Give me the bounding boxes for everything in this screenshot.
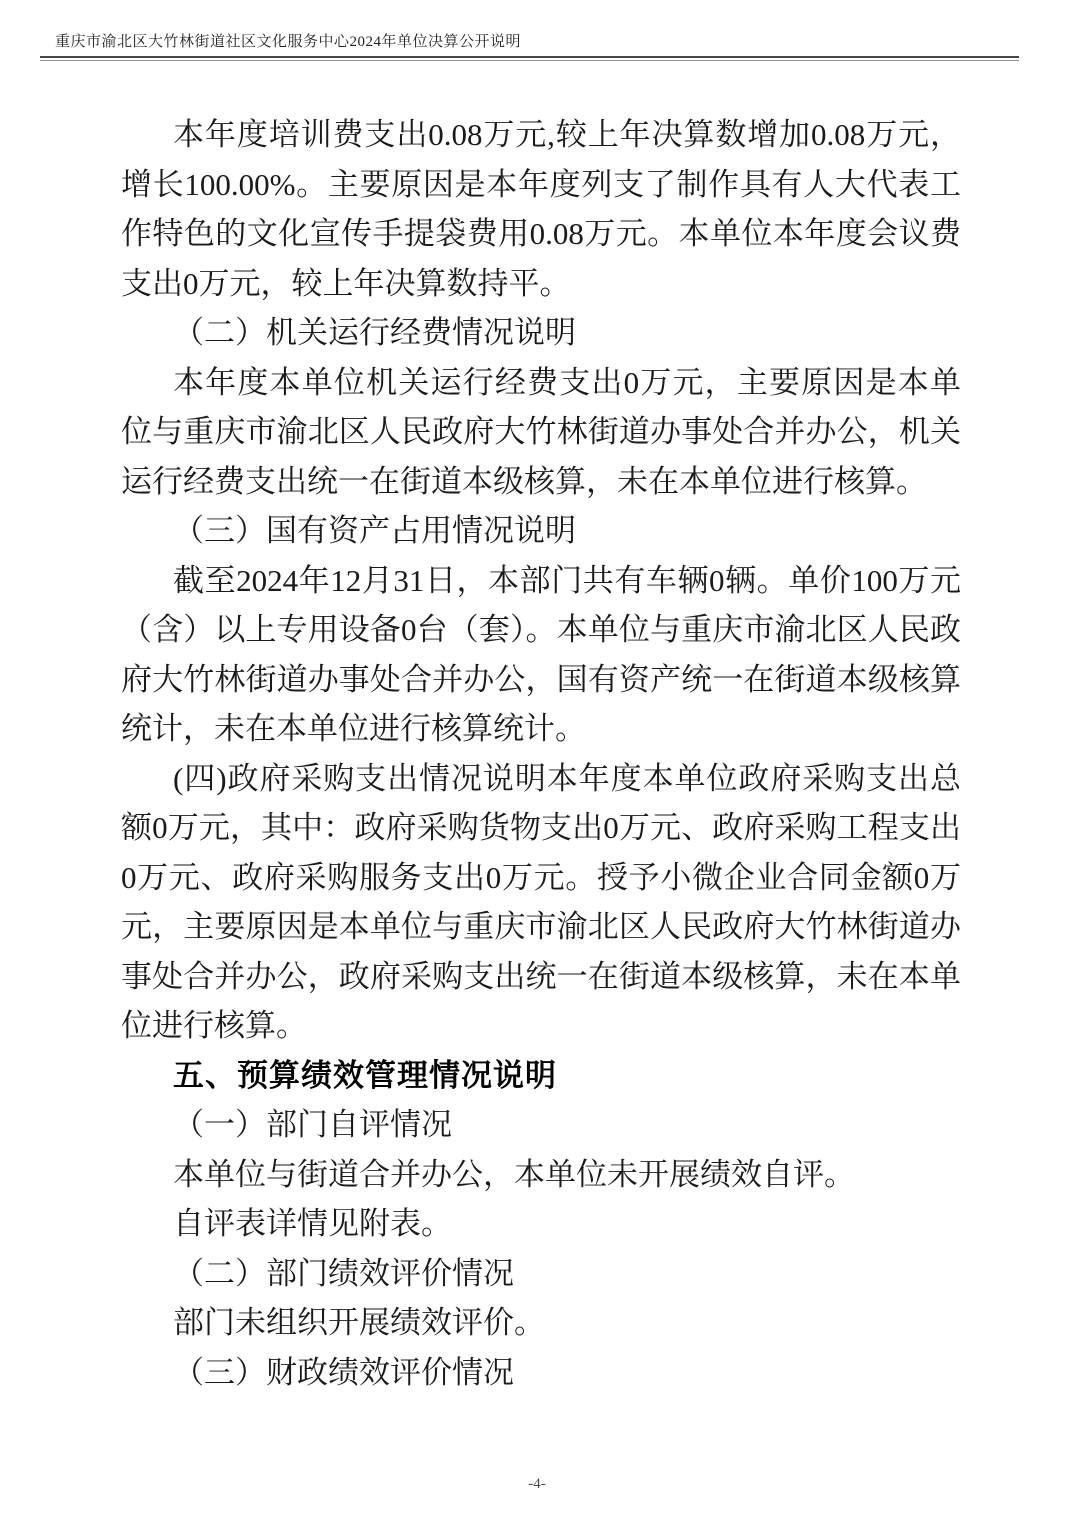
header-rule (40, 56, 1019, 61)
paragraph-self-evaluation: 本单位与街道合并办公，本单位未开展绩效自评。 (173, 1156, 855, 1192)
paragraph-dept-evaluation: 部门未组织开展绩效评价。 (173, 1305, 545, 1340)
paragraph-section-4-procurement: (四)政府采购支出情况说明本年度本单位政府采购支出总额0万元，其中：政府采购货物支出0万元、政府采购工程支出0万元、政府采购服务支出0万元。授予小微企业合同金额0万元，主要原因是本单位与重庆市渝北区人民政府大竹林街道办事处合并办公，政府采购支出统一在街道本级核算，未在本单位进行核算。 (121, 760, 961, 1043)
paragraph-state-assets: 截至2024年12月31日，本部门共有车辆0辆。单价100万元（含）以上专用设备0台（套）。本单位与重庆市渝北区人民政府大竹林街道办事处合并办公，国有资产统一在街道本级核算统计，未在本单位进行核算统计。 (121, 562, 961, 746)
document-body (121, 110, 961, 1397)
paragraph-self-evaluation-attachment: 自评表详情见附表。 (173, 1206, 452, 1241)
page-header (40, 30, 1019, 61)
paragraph-operating-expense: 本年度本单位机关运行经费支出0万元，主要原因是本单位与重庆市渝北区人民政府大竹林街道办事处合并办公，机关运行经费支出统一在街道本级核算，未在本单位进行核算。 (121, 364, 961, 499)
page-footer (0, 1476, 1074, 1493)
heading-section-2-dept-evaluation: （二）部门绩效评价情况 (173, 1255, 514, 1291)
page-number: -4- (528, 1476, 546, 1492)
heading-section-2-operating-expense: （二）机关运行经费情况说明 (173, 315, 576, 350)
header-title: 重庆市渝北区大竹林街道社区文化服务中心2024年单位决算公开说明 (55, 34, 522, 50)
heading-section-3-fiscal-evaluation: （三）财政绩效评价情况 (173, 1354, 514, 1390)
heading-section-1-self-evaluation: （一）部门自评情况 (173, 1107, 452, 1142)
heading-chapter-5-performance: 五、预算绩效管理情况说明 (173, 1057, 557, 1093)
heading-section-3-state-assets: （三）国有资产占用情况说明 (173, 513, 576, 548)
paragraph-training-expense: 本年度培训费支出0.08万元,较上年决算数增加0.08万元，增长100.00%。主要原因是本年度列支了制作具有人大代表工作特色的文化宣传手提袋费用0.08万元。本单位本年度会议费支出0万元，较上年决算数持平。 (121, 117, 961, 301)
